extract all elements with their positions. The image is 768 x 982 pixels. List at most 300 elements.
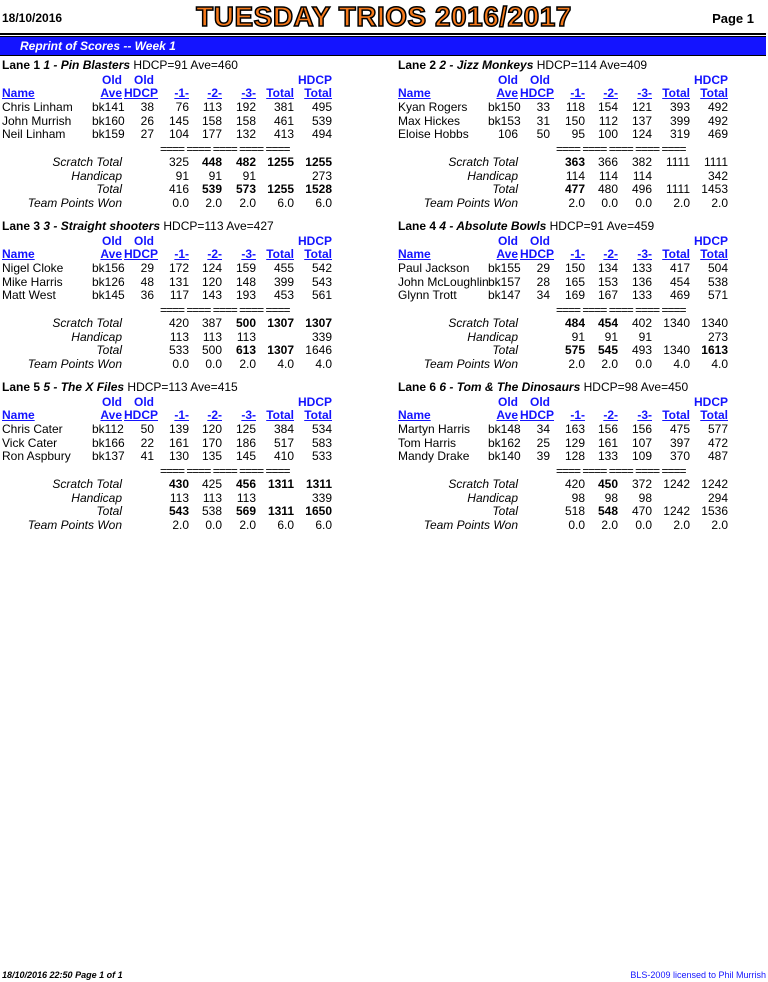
lane-number: Lane 6 — [398, 380, 437, 394]
player-game-1: 131 — [168, 274, 189, 289]
col-hdcp-total: Total — [700, 86, 728, 100]
team-points-won-value: 2.0 — [601, 357, 618, 371]
report-banner — [0, 36, 766, 56]
player-name: Nigel Cloke — [2, 261, 64, 275]
team-points-won-value: 0.0 — [568, 518, 585, 532]
player-id: bk150 — [488, 100, 521, 114]
lane-number: Lane 1 — [2, 58, 41, 72]
player-game-3: 133 — [631, 288, 652, 302]
team-points-won-value: 2.0 — [711, 518, 728, 532]
header-rule — [0, 33, 766, 35]
col-old-hdcp-top: Old — [134, 395, 154, 409]
player-total: 399 — [669, 113, 690, 128]
handicap-total-label: Handicap — [71, 491, 122, 505]
col-game-2: -2- — [207, 86, 222, 100]
player-game-3: 136 — [631, 274, 652, 289]
team-hdcp-info: HDCP=91 Ave=460 — [133, 58, 238, 72]
player-game-2: 154 — [597, 100, 618, 114]
player-hdcp: 39 — [536, 449, 550, 463]
team-points-won-value: 0.0 — [172, 196, 189, 210]
grand-total-value: 543 — [168, 504, 189, 518]
player-hdcp-total: 494 — [311, 127, 332, 141]
player-total: 454 — [669, 274, 690, 289]
handicap-total-value: 294 — [707, 491, 728, 505]
grand-total-value: 1453 — [701, 182, 728, 196]
grand-total-label: Total — [492, 504, 518, 518]
player-hdcp: 48 — [140, 274, 154, 289]
grand-total-value: 1307 — [267, 343, 294, 357]
col-total: Total — [266, 86, 294, 100]
grand-total-value: 1646 — [305, 343, 332, 357]
scratch-total-value: 1311 — [305, 477, 332, 491]
lane-panel — [2, 219, 382, 380]
team-points-won-label: Team Points Won — [27, 518, 122, 532]
col-hdcp-total-top: HDCP — [693, 73, 728, 87]
handicap-total-label: Handicap — [71, 169, 122, 183]
footer-license: BLS-2009 licensed to Phil Murrish — [630, 970, 766, 980]
col-total: Total — [266, 247, 294, 261]
player-id: bk140 — [488, 449, 521, 463]
col-old-hdcp-top: Old — [530, 73, 550, 87]
player-game-3: 158 — [235, 113, 256, 128]
scratch-total-value: 1311 — [267, 477, 294, 491]
col-old-ave: Ave — [496, 408, 518, 422]
team-points-won-value: 6.0 — [315, 518, 332, 532]
grand-total-value: 1255 — [267, 182, 294, 196]
team-points-won-value: 2.0 — [568, 196, 585, 210]
col-old-ave-top: Old — [498, 73, 518, 87]
col-total: Total — [662, 408, 690, 422]
player-name: Mike Harris — [2, 274, 63, 289]
grand-total-value: 1311 — [267, 504, 294, 518]
team-name: 2 - Jizz Monkeys — [439, 58, 534, 72]
player-game-1: 165 — [564, 274, 585, 289]
player-game-2: 158 — [201, 113, 222, 128]
grand-total-value: 1613 — [701, 343, 728, 357]
footer-print-info: 18/10/2016 22:50 Page 1 of 1 — [2, 970, 123, 980]
grand-total-value: 518 — [564, 504, 585, 518]
player-hdcp: 34 — [536, 288, 550, 302]
col-old-hdcp: HDCP — [124, 86, 159, 100]
player-hdcp: 50 — [536, 127, 550, 141]
lane-panel — [398, 380, 768, 541]
player-name: Ron Aspbury — [2, 449, 71, 463]
handicap-total-value: 98 — [604, 491, 618, 505]
player-game-3: 192 — [235, 100, 256, 114]
handicap-total-value: 91 — [604, 330, 618, 344]
col-total: Total — [662, 86, 690, 100]
player-name: Chris Linham — [2, 100, 73, 114]
team-points-won-value: 4.0 — [315, 357, 332, 371]
grand-total-value: 470 — [631, 504, 652, 518]
player-game-3: 132 — [235, 127, 256, 141]
scratch-total-value: 387 — [201, 316, 222, 330]
player-id: bk156 — [92, 261, 125, 275]
team-points-won-value: 2.0 — [205, 196, 222, 210]
team-points-won-value: 6.0 — [315, 196, 332, 210]
player-id: bk155 — [488, 261, 521, 275]
col-game-3: -3- — [637, 86, 652, 100]
separator-line: ==== ==== ==== ==== ==== — [556, 303, 686, 317]
grand-total-value: 569 — [235, 504, 256, 518]
player-game-3: 148 — [235, 274, 256, 289]
player-game-2: 134 — [597, 261, 618, 275]
scratch-total-value: 1242 — [701, 477, 728, 491]
col-hdcp-total-top: HDCP — [297, 234, 332, 248]
player-hdcp-total: 577 — [707, 422, 728, 436]
handicap-total-value: 113 — [169, 330, 189, 344]
player-hdcp-total: 472 — [707, 435, 728, 450]
player-total: 413 — [273, 127, 294, 141]
player-name: Eloise Hobbs — [398, 127, 469, 141]
player-hdcp-total: 571 — [707, 288, 728, 302]
player-hdcp: 31 — [536, 113, 550, 128]
col-old-hdcp: HDCP — [520, 247, 555, 261]
grand-total-value: 548 — [597, 504, 618, 518]
grand-total-value: 575 — [564, 343, 585, 357]
lane-number: Lane 5 — [2, 380, 41, 394]
player-id: bk147 — [488, 288, 521, 302]
player-id: bk157 — [488, 274, 521, 289]
lane-title — [398, 380, 688, 394]
player-id: bk166 — [92, 435, 125, 450]
lane-panel — [2, 58, 382, 219]
col-game-2: -2- — [207, 247, 222, 261]
col-hdcp-total: Total — [304, 86, 332, 100]
team-name: 3 - Straight shooters — [43, 219, 161, 233]
grand-total-label: Total — [492, 343, 518, 357]
team-points-won-label: Team Points Won — [27, 196, 122, 210]
handicap-total-value: 113 — [236, 491, 256, 505]
col-old-hdcp: HDCP — [124, 408, 159, 422]
team-points-won-value: 2.0 — [568, 357, 585, 371]
player-hdcp: 50 — [140, 422, 154, 436]
report-date: 18/10/2016 — [2, 11, 63, 25]
scratch-total-label: Scratch Total — [52, 316, 122, 330]
team-points-won-value: 2.0 — [239, 518, 256, 532]
col-old-ave: Ave — [496, 247, 518, 261]
banner-text: Reprint of Scores -- Week 1 — [20, 39, 176, 53]
player-id: bk159 — [92, 127, 125, 141]
lane-title — [398, 219, 654, 233]
lane-number: Lane 2 — [398, 58, 437, 72]
player-total: 393 — [669, 100, 690, 114]
player-hdcp-total: 492 — [707, 100, 728, 114]
team-points-won-value: 6.0 — [277, 518, 294, 532]
handicap-total-label: Handicap — [467, 491, 518, 505]
handicap-total-label: Handicap — [467, 330, 518, 344]
report-title: TUESDAY TRIOS 2016/2017 — [196, 1, 572, 32]
col-game-3: -3- — [637, 408, 652, 422]
player-total: 417 — [669, 261, 690, 275]
player-name: Neil Linham — [2, 127, 66, 141]
handicap-total-value: 114 — [565, 169, 585, 183]
player-game-3: 133 — [631, 261, 652, 275]
player-game-3: 156 — [631, 422, 652, 436]
player-hdcp-total: 469 — [707, 127, 728, 141]
player-total: 517 — [273, 435, 294, 450]
player-game-1: 76 — [175, 100, 189, 114]
player-game-1: 169 — [564, 288, 585, 302]
player-id: bk126 — [92, 274, 125, 289]
handicap-total-value: 273 — [311, 169, 332, 183]
col-name: Name — [2, 408, 35, 422]
player-id: bk112 — [92, 422, 124, 436]
col-total: Total — [662, 247, 690, 261]
col-old-ave: Ave — [100, 408, 122, 422]
col-hdcp-total: Total — [700, 247, 728, 261]
player-total: 399 — [273, 274, 294, 289]
lane-title — [398, 58, 647, 72]
player-game-1: 117 — [169, 288, 189, 302]
separator-line: ==== ==== ==== ==== ==== — [556, 464, 686, 478]
player-name: Chris Cater — [2, 422, 63, 436]
grand-total-value: 500 — [201, 343, 222, 357]
grand-total-value: 496 — [631, 182, 652, 196]
col-name: Name — [2, 247, 35, 261]
team-points-won-value: 2.0 — [239, 357, 256, 371]
col-hdcp-total: Total — [700, 408, 728, 422]
scratch-total-label: Scratch Total — [52, 477, 122, 491]
col-game-1: -1- — [174, 247, 189, 261]
player-game-3: 125 — [235, 422, 256, 436]
player-game-2: 156 — [597, 422, 618, 436]
player-game-2: 120 — [201, 422, 222, 436]
player-id: 106 — [497, 127, 518, 141]
player-hdcp: 29 — [536, 261, 550, 275]
player-name: Kyan Rogers — [398, 100, 468, 114]
player-total: 370 — [669, 449, 690, 463]
scratch-total-value: 1255 — [305, 155, 332, 169]
player-game-2: 161 — [597, 435, 618, 450]
player-game-1: 118 — [565, 100, 585, 114]
player-game-2: 120 — [201, 274, 222, 289]
player-name: John Murrish — [2, 113, 72, 128]
team-points-won-value: 0.0 — [601, 196, 618, 210]
handicap-total-value: 91 — [208, 169, 222, 183]
grand-total-value: 1650 — [305, 504, 332, 518]
player-hdcp: 27 — [140, 127, 154, 141]
player-game-2: 113 — [202, 100, 222, 114]
player-name: Vick Cater — [2, 435, 58, 450]
team-points-won-value: 2.0 — [601, 518, 618, 532]
player-hdcp-total: 534 — [311, 422, 332, 436]
separator-line: ==== ==== ==== ==== ==== — [556, 142, 686, 156]
team-points-won-value: 0.0 — [635, 196, 652, 210]
player-total: 469 — [669, 288, 690, 302]
grand-total-value: 1242 — [663, 504, 690, 518]
player-id: bk162 — [488, 435, 521, 450]
player-game-3: 186 — [235, 435, 256, 450]
col-hdcp-total-top: HDCP — [693, 234, 728, 248]
team-points-won-value: 4.0 — [673, 357, 690, 371]
player-total: 381 — [273, 100, 294, 114]
grand-total-value: 533 — [168, 343, 189, 357]
team-hdcp-info: HDCP=113 Ave=415 — [127, 380, 238, 394]
scratch-total-label: Scratch Total — [448, 316, 518, 330]
player-id: bk141 — [92, 100, 125, 114]
col-game-2: -2- — [603, 247, 618, 261]
player-game-1: 95 — [571, 127, 585, 141]
team-hdcp-info: HDCP=98 Ave=450 — [583, 380, 689, 394]
team-points-won-label: Team Points Won — [27, 357, 122, 371]
col-old-hdcp: HDCP — [520, 86, 555, 100]
player-game-2: 153 — [597, 274, 618, 289]
col-old-ave: Ave — [496, 86, 518, 100]
player-total: 410 — [273, 449, 294, 463]
col-old-ave: Ave — [100, 86, 122, 100]
team-name: 6 - Tom & The Dinosaurs — [439, 380, 581, 394]
player-name: John McLoughlin — [398, 274, 489, 289]
scratch-total-value: 1307 — [305, 316, 332, 330]
player-game-1: 130 — [168, 449, 189, 463]
grand-total-value: 573 — [235, 182, 256, 196]
player-game-2: 124 — [201, 261, 222, 275]
player-name: Mandy Drake — [398, 449, 470, 463]
player-game-3: 124 — [631, 127, 652, 141]
player-game-3: 107 — [631, 435, 652, 450]
handicap-total-value: 113 — [236, 330, 256, 344]
player-hdcp-total: 533 — [311, 449, 332, 463]
scratch-total-value: 372 — [631, 477, 652, 491]
lane-number: Lane 3 — [2, 219, 41, 233]
col-old-hdcp: HDCP — [124, 247, 159, 261]
player-hdcp: 36 — [140, 288, 154, 302]
player-game-1: 145 — [168, 113, 189, 128]
scratch-total-value: 482 — [235, 155, 256, 169]
player-hdcp: 38 — [140, 100, 154, 114]
col-old-ave: Ave — [100, 247, 122, 261]
player-game-3: 193 — [235, 288, 256, 302]
scratch-total-value: 402 — [631, 316, 652, 330]
player-game-1: 163 — [564, 422, 585, 436]
player-game-3: 159 — [235, 261, 256, 275]
player-id: bk145 — [92, 288, 125, 302]
grand-total-label: Total — [96, 343, 122, 357]
player-game-2: 167 — [597, 288, 618, 302]
scratch-total-value: 1340 — [701, 316, 728, 330]
lane-number: Lane 4 — [398, 219, 437, 233]
player-game-2: 135 — [201, 449, 222, 463]
team-points-won-value: 6.0 — [277, 196, 294, 210]
grand-total-value: 416 — [168, 182, 189, 196]
grand-total-value: 1528 — [305, 182, 332, 196]
team-points-won-value: 2.0 — [673, 196, 690, 210]
col-game-1: -1- — [570, 86, 585, 100]
player-hdcp: 33 — [536, 100, 550, 114]
scratch-total-value: 420 — [564, 477, 585, 491]
handicap-total-label: Handicap — [467, 169, 518, 183]
player-name: Max Hickes — [398, 113, 461, 128]
lane-panel — [398, 219, 768, 380]
player-total: 455 — [273, 261, 294, 275]
col-game-3: -3- — [637, 247, 652, 261]
team-name: 4 - Absolute Bowls — [439, 219, 547, 233]
handicap-total-value: 273 — [707, 330, 728, 344]
scratch-total-value: 1111 — [665, 155, 690, 169]
col-game-2: -2- — [603, 86, 618, 100]
scratch-total-value: 448 — [201, 155, 222, 169]
grand-total-value: 545 — [597, 343, 618, 357]
handicap-total-value: 98 — [638, 491, 652, 505]
player-game-2: 133 — [597, 449, 618, 463]
team-points-won-label: Team Points Won — [423, 196, 518, 210]
col-hdcp-total: Total — [304, 247, 332, 261]
team-points-won-value: 0.0 — [205, 518, 222, 532]
team-points-won-value: 0.0 — [205, 357, 222, 371]
col-hdcp-total-top: HDCP — [297, 395, 332, 409]
col-game-3: -3- — [241, 408, 256, 422]
grand-total-value: 480 — [597, 182, 618, 196]
player-hdcp: 26 — [140, 113, 154, 128]
col-game-1: -1- — [570, 408, 585, 422]
col-old-hdcp-top: Old — [530, 234, 550, 248]
grand-total-value: 1111 — [665, 182, 690, 196]
scratch-total-value: 1242 — [663, 477, 690, 491]
player-game-1: 161 — [168, 435, 189, 450]
grand-total-value: 613 — [235, 343, 256, 357]
scratch-total-value: 363 — [564, 155, 585, 169]
col-game-2: -2- — [603, 408, 618, 422]
player-game-2: 100 — [597, 127, 618, 141]
team-points-won-value: 4.0 — [277, 357, 294, 371]
lane-title — [2, 219, 274, 233]
player-hdcp-total: 487 — [707, 449, 728, 463]
player-hdcp: 22 — [140, 435, 154, 450]
player-game-2: 143 — [201, 288, 222, 302]
player-hdcp-total: 583 — [311, 435, 332, 450]
col-old-hdcp: HDCP — [520, 408, 555, 422]
player-game-3: 109 — [631, 449, 652, 463]
grand-total-value: 493 — [631, 343, 652, 357]
lane-title — [2, 380, 238, 394]
grand-total-value: 539 — [201, 182, 222, 196]
scratch-total-value: 420 — [168, 316, 189, 330]
scratch-total-value: 456 — [235, 477, 256, 491]
col-game-1: -1- — [570, 247, 585, 261]
col-game-1: -1- — [174, 86, 189, 100]
scratch-total-value: 1340 — [663, 316, 690, 330]
col-old-ave-top: Old — [102, 234, 122, 248]
player-hdcp: 41 — [140, 449, 154, 463]
grand-total-value: 1340 — [663, 343, 690, 357]
col-hdcp-total-top: HDCP — [297, 73, 332, 87]
handicap-total-value: 114 — [598, 169, 618, 183]
scratch-total-value: 1255 — [267, 155, 294, 169]
player-name: Glynn Trott — [398, 288, 457, 302]
player-hdcp-total: 538 — [707, 274, 728, 289]
scratch-total-value: 500 — [235, 316, 256, 330]
scratch-total-value: 1307 — [267, 316, 294, 330]
col-hdcp-total: Total — [304, 408, 332, 422]
grand-total-label: Total — [96, 182, 122, 196]
grand-total-value: 1536 — [701, 504, 728, 518]
handicap-total-value: 91 — [638, 330, 652, 344]
col-old-hdcp-top: Old — [530, 395, 550, 409]
player-id: bk137 — [92, 449, 125, 463]
grand-total-value: 477 — [564, 182, 585, 196]
player-total: 384 — [273, 422, 294, 436]
player-total: 397 — [669, 435, 690, 450]
grand-total-label: Total — [96, 504, 122, 518]
handicap-total-value: 113 — [202, 491, 222, 505]
player-game-3: 145 — [235, 449, 256, 463]
team-points-won-value: 0.0 — [635, 518, 652, 532]
lane-title — [2, 58, 238, 72]
player-hdcp-total: 543 — [311, 274, 332, 289]
scratch-total-label: Scratch Total — [52, 155, 122, 169]
player-hdcp-total: 561 — [311, 288, 332, 302]
